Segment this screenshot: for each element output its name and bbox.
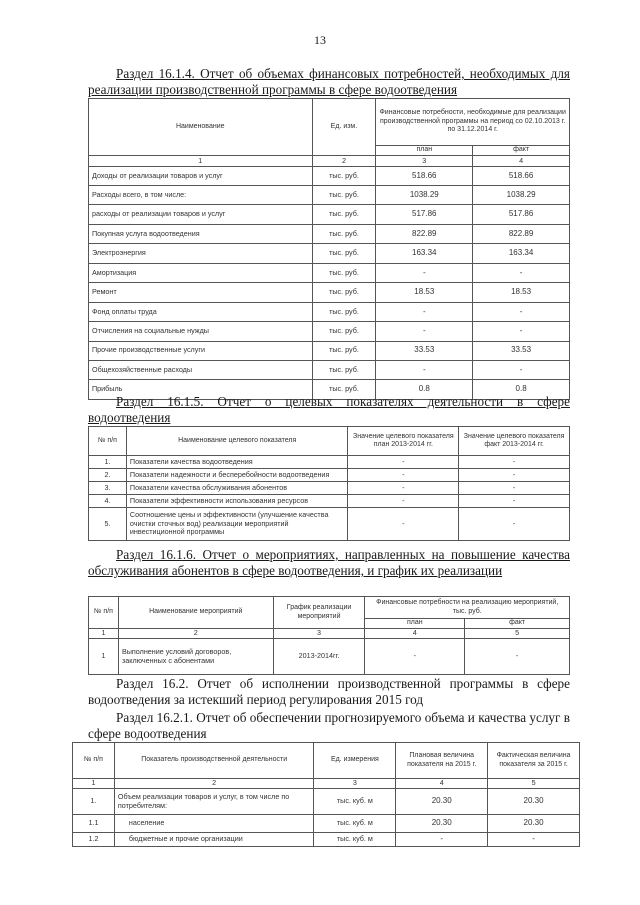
header-name: Показатель производственной деятельности bbox=[114, 743, 314, 779]
row-fact: - bbox=[488, 833, 580, 847]
row-fact: 1038.29 bbox=[473, 186, 570, 205]
header-plan: Значение целевого показателя план 2013-2014 гг. bbox=[348, 427, 459, 456]
row-plan: 18.53 bbox=[376, 283, 473, 302]
row-fact: 20.30 bbox=[488, 815, 580, 833]
col-number: 1 bbox=[89, 629, 119, 639]
row-fact: - bbox=[459, 495, 570, 508]
row-fact: 0.8 bbox=[473, 380, 570, 400]
section-1621-table bbox=[72, 742, 580, 847]
row-fact: 20.30 bbox=[488, 789, 580, 815]
row-plan: - bbox=[348, 495, 459, 508]
row-unit: тыс. руб. bbox=[312, 186, 376, 205]
col-number: 5 bbox=[465, 629, 570, 639]
column-numbers-row bbox=[89, 629, 570, 639]
row-plan: - bbox=[376, 322, 473, 341]
row-name: Прибыль bbox=[89, 380, 313, 400]
row-fact: 822.89 bbox=[473, 224, 570, 243]
row-num: 4. bbox=[89, 495, 127, 508]
row-plan: - bbox=[376, 302, 473, 321]
table-row bbox=[89, 456, 570, 469]
row-unit: тыс. руб. bbox=[312, 322, 376, 341]
row-num: 5. bbox=[89, 508, 127, 541]
row-name: Ремонт bbox=[89, 283, 313, 302]
header-name: Наименование мероприятий bbox=[118, 597, 273, 629]
row-num: 1. bbox=[73, 789, 115, 815]
table-row bbox=[89, 244, 570, 263]
row-name: Показатели качества обслуживания абонентов bbox=[126, 482, 348, 495]
row-plan: - bbox=[348, 482, 459, 495]
table-row bbox=[73, 833, 580, 847]
row-plan: 33.53 bbox=[376, 341, 473, 360]
table-row bbox=[89, 205, 570, 224]
section-162-title: Раздел 16.2. Отчет об исполнении производственной программы в сфере водоотведения за истекший период регулирования 2015 год bbox=[88, 676, 570, 707]
row-plan: - bbox=[376, 263, 473, 282]
col-number: 1 bbox=[89, 156, 313, 166]
table-row bbox=[89, 360, 570, 379]
row-name: Покупная услуга водоотведения bbox=[89, 224, 313, 243]
header-plan: план bbox=[376, 146, 473, 156]
row-unit: тыс. руб. bbox=[312, 302, 376, 321]
column-numbers-row bbox=[73, 779, 580, 789]
header-plan: план bbox=[365, 619, 465, 629]
row-name: Прочие производственные услуги bbox=[89, 341, 313, 360]
row-name: Объем реализации товаров и услуг, в том числе по потребителям: bbox=[114, 789, 314, 815]
row-fact: - bbox=[473, 263, 570, 282]
header-plan: Плановая величина показателя на 2015 г. bbox=[396, 743, 488, 779]
row-schedule: 2013-2014гг. bbox=[273, 639, 365, 675]
header-fact: факт bbox=[465, 619, 570, 629]
row-name: Показатели надежности и бесперебойности водоотведения bbox=[126, 469, 348, 482]
row-name: Общехозяйственные расходы bbox=[89, 360, 313, 379]
row-plan: - bbox=[376, 360, 473, 379]
row-num: 1.2 bbox=[73, 833, 115, 847]
header-unit: Ед. изм. bbox=[312, 99, 376, 156]
col-number: 5 bbox=[488, 779, 580, 789]
row-plan: - bbox=[348, 456, 459, 469]
row-name: Показатели качества водоотведения bbox=[126, 456, 348, 469]
row-name: Выполнение условий договоров, заключенных с абонентами bbox=[118, 639, 273, 675]
row-num: 2. bbox=[89, 469, 127, 482]
col-number: 4 bbox=[473, 156, 570, 166]
section-1621-title: Раздел 16.2.1. Отчет об обеспечении прогнозируемого объема и качества услуг в сфере водоотведения bbox=[88, 710, 570, 741]
row-name: расходы от реализации товаров и услуг bbox=[89, 205, 313, 224]
row-fact: - bbox=[473, 302, 570, 321]
row-num: 3. bbox=[89, 482, 127, 495]
col-number: 3 bbox=[376, 156, 473, 166]
header-name: Наименование целевого показателя bbox=[126, 427, 348, 456]
row-name: Расходы всего, в том числе: bbox=[89, 186, 313, 205]
row-plan: 1038.29 bbox=[376, 186, 473, 205]
row-num: 1. bbox=[89, 456, 127, 469]
header-num: № п/п bbox=[89, 427, 127, 456]
header-fact: Значение целевого показателя факт 2013-2014 гг. bbox=[459, 427, 570, 456]
row-num: 1.1 bbox=[73, 815, 115, 833]
row-name: Соотношение цены и эффективности (улучшение качества очистки сточных вод) реализации мероприятий инвестиционной программы bbox=[126, 508, 348, 541]
table-row bbox=[89, 482, 570, 495]
page-number: 13 bbox=[314, 33, 326, 47]
col-number: 2 bbox=[118, 629, 273, 639]
row-fact: 517.86 bbox=[473, 205, 570, 224]
section-1616-title: Раздел 16.1.6. Отчет о мероприятиях, направленных на повышение качества обслуживания абонентов в сфере водоотведения, и график их реализации bbox=[88, 547, 570, 578]
header-unit: Ед. измерения bbox=[314, 743, 396, 779]
table-row bbox=[89, 166, 570, 185]
header-fin: Финансовые потребности, необходимые для реализации производственной программы на период со 02.10.2013 г. по 31.12.2014 г. bbox=[376, 99, 570, 146]
col-number: 3 bbox=[273, 629, 365, 639]
header-num: № п/п bbox=[89, 597, 119, 629]
row-name: Электроэнергия bbox=[89, 244, 313, 263]
section-1615-title: Раздел 16.1.5. Отчет о целевых показателях деятельности в сфере водоотведения bbox=[88, 394, 570, 425]
row-plan: - bbox=[396, 833, 488, 847]
col-number: 1 bbox=[73, 779, 115, 789]
row-plan: 517.86 bbox=[376, 205, 473, 224]
col-number: 3 bbox=[314, 779, 396, 789]
col-number: 4 bbox=[365, 629, 465, 639]
row-plan: 0.8 bbox=[376, 380, 473, 400]
row-fact: 18.53 bbox=[473, 283, 570, 302]
row-unit: тыс. руб. bbox=[312, 166, 376, 185]
row-unit: тыс. руб. bbox=[312, 341, 376, 360]
header-name: Наименование bbox=[89, 99, 313, 156]
table-row bbox=[89, 495, 570, 508]
row-fact: - bbox=[459, 469, 570, 482]
row-unit: тыс. руб. bbox=[312, 205, 376, 224]
section-1615-table bbox=[88, 426, 570, 541]
column-numbers-row bbox=[89, 156, 570, 166]
header-schedule: График реализации мероприятий bbox=[273, 597, 365, 629]
row-plan: 20.30 bbox=[396, 815, 488, 833]
col-number: 2 bbox=[114, 779, 314, 789]
row-unit: тыс. руб. bbox=[312, 360, 376, 379]
row-name: население bbox=[114, 815, 314, 833]
row-plan: 518.66 bbox=[376, 166, 473, 185]
table-row bbox=[89, 322, 570, 341]
row-unit: тыс. куб. м bbox=[314, 789, 396, 815]
table-row bbox=[73, 815, 580, 833]
table-row bbox=[89, 508, 570, 541]
row-fact: - bbox=[459, 482, 570, 495]
row-fact: 33.53 bbox=[473, 341, 570, 360]
section-1614-title: Раздел 16.1.4. Отчет об объемах финансовых потребностей, необходимых для реализации производственной программы в сфере водоотведения bbox=[88, 66, 570, 97]
row-name: Показатели эффективности использования ресурсов bbox=[126, 495, 348, 508]
header-fact: Фактическая величина показателя за 2015 г. bbox=[488, 743, 580, 779]
row-name: Доходы от реализации товаров и услуг bbox=[89, 166, 313, 185]
row-unit: тыс. куб. м bbox=[314, 815, 396, 833]
row-unit: тыс. куб. м bbox=[314, 833, 396, 847]
row-name: Отчисления на социальные нужды bbox=[89, 322, 313, 341]
row-unit: тыс. руб. bbox=[312, 224, 376, 243]
row-fact: - bbox=[473, 360, 570, 379]
table-row bbox=[89, 186, 570, 205]
row-plan: - bbox=[348, 469, 459, 482]
table-row bbox=[89, 469, 570, 482]
header-fin: Финансовые потребности на реализацию мероприятий, тыс. руб. bbox=[365, 597, 570, 619]
row-fact: - bbox=[459, 456, 570, 469]
table-row bbox=[73, 789, 580, 815]
header-fact: факт bbox=[473, 146, 570, 156]
table-row bbox=[89, 341, 570, 360]
table-row bbox=[89, 639, 570, 675]
row-fact: 163.34 bbox=[473, 244, 570, 263]
row-name: Фонд оплаты труда bbox=[89, 302, 313, 321]
row-fact: - bbox=[459, 508, 570, 541]
row-fact: 518.66 bbox=[473, 166, 570, 185]
section-1614-table bbox=[88, 98, 570, 400]
row-plan: 163.34 bbox=[376, 244, 473, 263]
row-fact: - bbox=[473, 322, 570, 341]
row-plan: 20.30 bbox=[396, 789, 488, 815]
row-unit: тыс. руб. bbox=[312, 263, 376, 282]
row-plan: - bbox=[365, 639, 465, 675]
row-unit: тыс. руб. bbox=[312, 244, 376, 263]
row-unit: тыс. руб. bbox=[312, 283, 376, 302]
col-number: 4 bbox=[396, 779, 488, 789]
row-name: Амортизация bbox=[89, 263, 313, 282]
row-unit: тыс. руб. bbox=[312, 380, 376, 400]
header-num: № п/п bbox=[73, 743, 115, 779]
row-name: бюджетные и прочие организации bbox=[114, 833, 314, 847]
table-row bbox=[89, 302, 570, 321]
row-fact: - bbox=[465, 639, 570, 675]
row-plan: - bbox=[348, 508, 459, 541]
col-number: 2 bbox=[312, 156, 376, 166]
table-row bbox=[89, 263, 570, 282]
row-plan: 822.89 bbox=[376, 224, 473, 243]
row-num: 1 bbox=[89, 639, 119, 675]
table-row bbox=[89, 224, 570, 243]
section-1616-table bbox=[88, 596, 570, 675]
table-row bbox=[89, 283, 570, 302]
